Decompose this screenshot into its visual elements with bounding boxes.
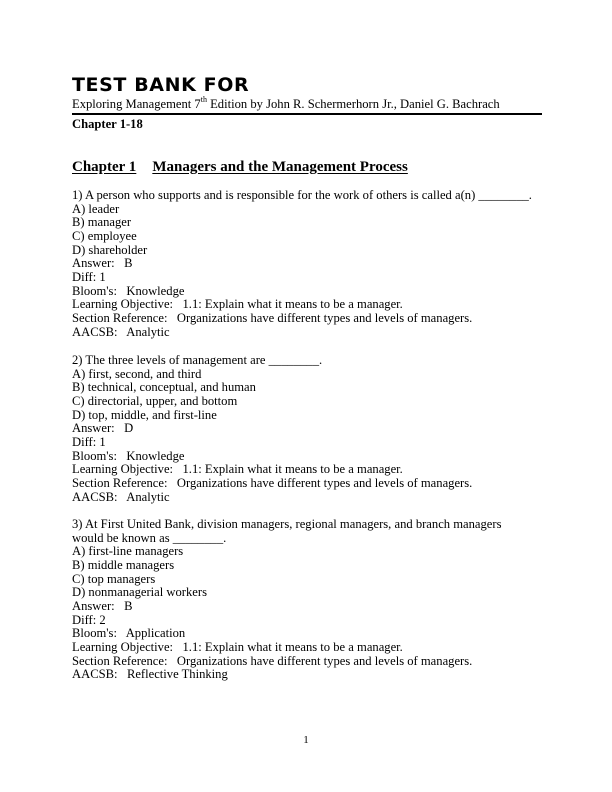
subtitle-superscript: th xyxy=(200,94,207,104)
question-stem: 2) The three levels of management are ________. xyxy=(72,353,323,367)
chapter-range: Chapter 1-18 xyxy=(72,117,143,131)
document-subtitle xyxy=(72,94,500,112)
option-d: D) nonmanagerial workers xyxy=(72,585,207,600)
option-c: C) directorial, upper, and bottom xyxy=(72,393,238,408)
subtitle-suffix: Edition by John R. Schermerhorn Jr., Daniel G. Bachrach xyxy=(206,97,500,111)
chapter-label: Chapter 1 xyxy=(72,159,137,175)
aacsb: AACSB: Reflective Thinking xyxy=(72,667,228,682)
answer: Answer: D xyxy=(72,421,134,436)
document-title: TEST BANK FOR xyxy=(72,74,250,96)
option-c: C) top managers xyxy=(72,571,156,586)
chapter-title: Managers and the Management Process xyxy=(152,159,408,175)
chapter-heading xyxy=(72,158,408,176)
difficulty: Diff: 1 xyxy=(72,434,106,449)
option-d: D) top, middle, and first-line xyxy=(72,407,217,422)
difficulty: Diff: 2 xyxy=(72,612,106,627)
learning-objective: Learning Objective: 1.1: Explain what it means to be a manager. xyxy=(72,297,403,312)
difficulty: Diff: 1 xyxy=(72,269,106,284)
answer: Answer: B xyxy=(72,598,133,613)
option-a: A) leader xyxy=(72,201,120,216)
aacsb: AACSB: Analytic xyxy=(72,324,170,339)
question-3 xyxy=(72,518,542,682)
option-b: B) technical, conceptual, and human xyxy=(72,380,256,395)
header-divider xyxy=(72,113,542,115)
aacsb: AACSB: Analytic xyxy=(72,489,170,504)
answer: Answer: B xyxy=(72,256,133,271)
option-b: B) middle managers xyxy=(72,557,175,572)
page-number: 1 xyxy=(303,734,309,746)
option-c: C) employee xyxy=(72,228,137,243)
option-d: D) shareholder xyxy=(72,242,148,257)
question-stem: 1) A person who supports and is responsible for the work of others is called a(n) ________. xyxy=(72,188,532,202)
question-stem: 3) At First United Bank, division managers, regional managers, and branch managers would be known as ________. xyxy=(72,517,502,545)
learning-objective: Learning Objective: 1.1: Explain what it means to be a manager. xyxy=(72,639,403,654)
section-reference: Section Reference: Organizations have different types and levels of managers. xyxy=(72,310,473,325)
section-reference: Section Reference: Organizations have different types and levels of managers. xyxy=(72,653,473,668)
question-2 xyxy=(72,354,542,504)
blooms-level: Bloom's: Knowledge xyxy=(72,448,185,463)
section-reference: Section Reference: Organizations have different types and levels of managers. xyxy=(72,475,473,490)
option-a: A) first, second, and third xyxy=(72,366,202,381)
option-a: A) first-line managers xyxy=(72,544,184,559)
option-b: B) manager xyxy=(72,215,132,230)
question-1 xyxy=(72,189,542,339)
blooms-level: Bloom's: Application xyxy=(72,626,186,641)
blooms-level: Bloom's: Knowledge xyxy=(72,283,185,298)
learning-objective: Learning Objective: 1.1: Explain what it means to be a manager. xyxy=(72,462,403,477)
subtitle-prefix: Exploring Management 7 xyxy=(72,97,201,111)
